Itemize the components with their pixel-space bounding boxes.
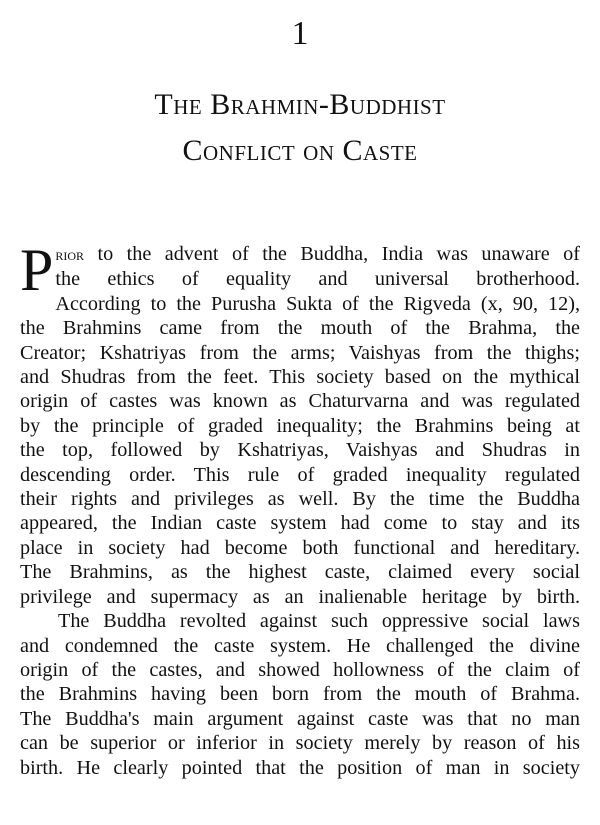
text-line: descending order. This rule of graded inequality regulated bbox=[20, 463, 580, 486]
text-line: the ethics of equality and universal brotherhood. bbox=[55, 268, 580, 291]
drop-cap: P bbox=[20, 237, 54, 303]
text-line: The Buddha's main argument against caste was that no man bbox=[20, 707, 580, 730]
text-line: origin of castes was known as Chaturvarna and was regulated bbox=[20, 390, 580, 413]
text-line: origin of the castes, and showed hollowness of the claim of bbox=[20, 658, 580, 681]
text-line: privilege and supermacy as an inalienable heritage by birth. bbox=[20, 585, 580, 608]
text-line: and condemned the caste system. He challenged the divine bbox=[20, 634, 580, 657]
text-line: birth. He clearly pointed that the position of man in society bbox=[20, 756, 580, 779]
text-line: According to the Purusha Sukta of the Rigveda (x, 90, 12), bbox=[55, 292, 580, 315]
chapter-title-line-1: The Brahmin-Buddhist bbox=[154, 88, 446, 121]
text-line: the Brahmins having been born from the mouth of Brahma. bbox=[20, 683, 580, 706]
text-line: the Brahmins came from the mouth of the Brahma, the bbox=[20, 317, 580, 340]
text-line: the top, followed by Kshatriyas, Vaishyas and Shudras in bbox=[20, 439, 580, 462]
text-line: rior to the advent of the Buddha, India was unaware of bbox=[55, 243, 580, 265]
text-line: and Shudras from the feet. This society based on the mythical bbox=[20, 366, 580, 389]
text-line: by the principle of graded inequality; the Brahmins being at bbox=[20, 414, 580, 437]
text-line: The Brahmins, as the highest caste, claimed every social bbox=[20, 561, 580, 584]
paragraph-2 bbox=[20, 609, 580, 780]
text-line: can be superior or inferior in society merely by reason of his bbox=[20, 732, 580, 755]
body-text bbox=[20, 237, 580, 780]
chapter-title-line-2: Conflict on Caste bbox=[182, 134, 418, 167]
text-line: The Buddha revolted against such oppressive social laws bbox=[58, 610, 580, 633]
text-line: place in society had become both functional and hereditary. bbox=[20, 536, 580, 559]
text-line: Creator; Kshatriyas from the arms; Vaishyas from the thighs; bbox=[20, 341, 580, 364]
paragraph-1 bbox=[20, 237, 580, 609]
small-caps-word: rior bbox=[55, 245, 85, 264]
chapter-title bbox=[0, 82, 600, 174]
text-line: appeared, the Indian caste system had come to stay and its bbox=[20, 512, 580, 535]
text-line: their rights and privileges as well. By the time the Buddha bbox=[20, 488, 580, 511]
chapter-number: 1 bbox=[291, 15, 309, 52]
